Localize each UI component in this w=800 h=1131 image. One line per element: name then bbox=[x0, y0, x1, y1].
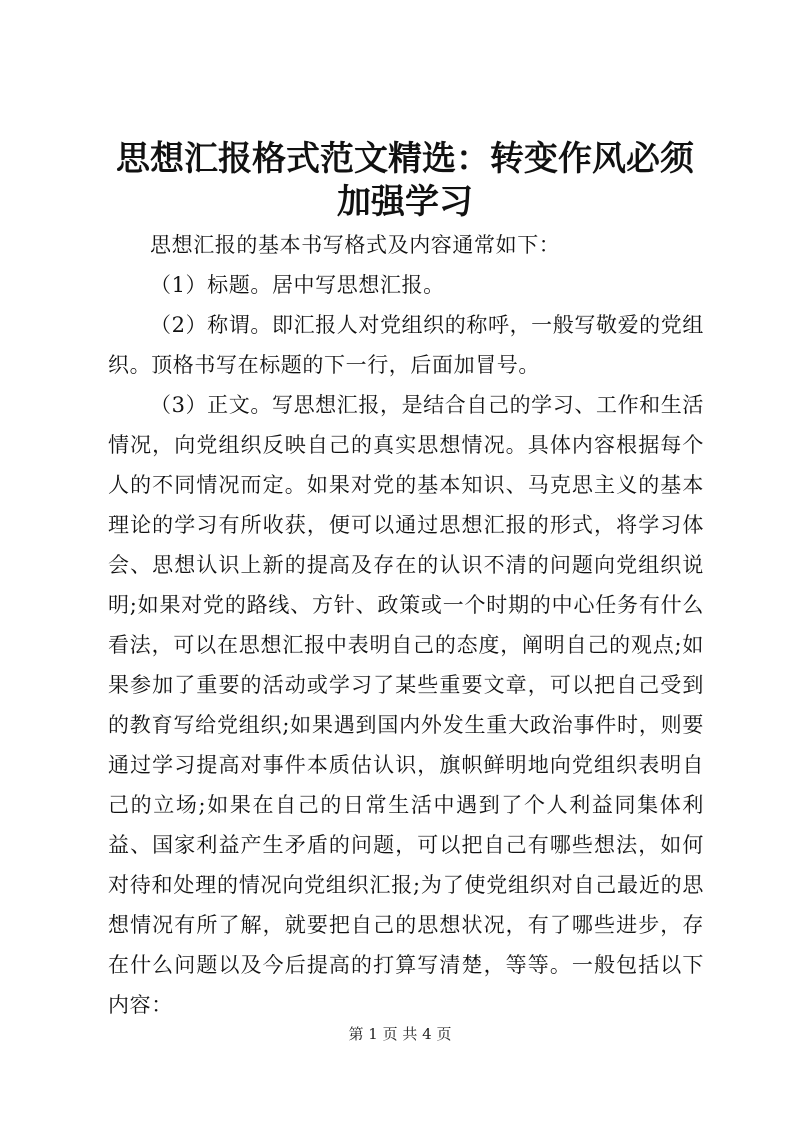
paragraph-intro: 思想汇报的基本书写格式及内容通常如下： bbox=[150, 233, 561, 257]
document-title: 思想汇报格式范文精选：转变作风必须加强学习 bbox=[116, 139, 694, 222]
document-body bbox=[108, 225, 704, 1025]
paragraph-body-rule: （3）正文。写思想汇报，是结合自己的学习、工作和生活情况，向党组织反映自己的真实思想情况。具体内容根据每个人的不同情况而定。如果对党的基本知识、马克思主义的基本理论的学习有所收获，便可以通过思想汇报的形式，将学习体会、思想认识上新的提高及存在的认识不清的问题向党组织说明;如果对党的路线、方针、政策或一个时期的中心任务有什么看法，可以在思想汇报中表明自己的态度，阐明自己的观点;如果参加了重要的活动或学习了某些重要文章，可以把自己受到的教育写给党组织;如果遇到国内外发生重大政治事件时，则要通过学习提高对事件本质估认识，旗帜鲜明地向党组织表明自己的立场;如果在自己的日常生活中遇到了个人利益同集体利益、国家利益产生矛盾的问题，可以把自己有哪些想法，如何对待和处理的情况向党组织汇报;为了使党组织对自己最近的思想情况有所了解，就要把自己的思想状况，有了哪些进步，存在什么问题以及今后提高的打算写清楚，等等。一般包括以下内容： bbox=[108, 393, 704, 1017]
paragraph-salutation-rule: （2）称谓。即汇报人对党组织的称呼，一般写敬爱的党组织。顶格书写在标题的下一行，后面加冒号。 bbox=[108, 313, 704, 377]
page-footer: 第 1 页 共 4 页 bbox=[348, 1025, 452, 1043]
paragraph-title-rule: （1）标题。居中写思想汇报。 bbox=[150, 273, 445, 297]
